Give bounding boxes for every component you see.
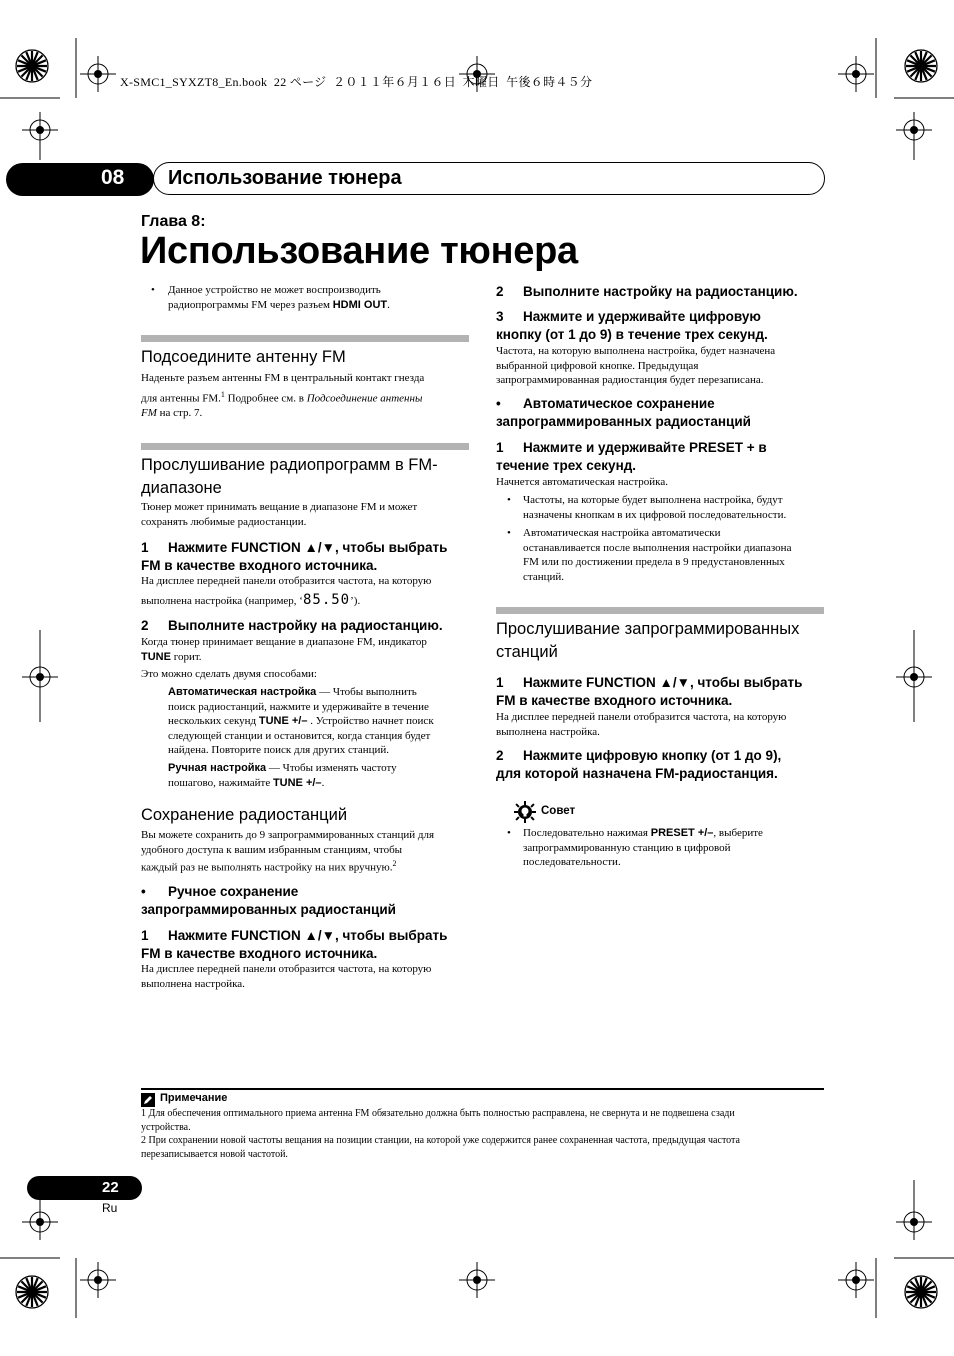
intro-bullet — [151, 283, 471, 312]
text-line: FM на стр. 7. — [141, 406, 203, 419]
notes-text — [141, 1107, 831, 1161]
section-divider — [141, 335, 469, 342]
step-1-description — [141, 574, 471, 608]
text-line: нескольких секунд TUNE +/– . Устройство начнет поиск — [168, 715, 434, 727]
pencil-icon — [141, 1093, 155, 1107]
section-text-antenna — [141, 371, 471, 420]
text-line: поиск радиостанций, нажмите и удерживайте в течение — [168, 700, 429, 713]
bullet-dot: • — [151, 284, 155, 296]
text-line: запрограммированную станцию в цифровой — [523, 841, 731, 854]
text-line: станций. — [523, 570, 565, 583]
text-line: каждый раз не выполнять настройку на них вручную.$^2$ — [141, 859, 397, 874]
text-line: На дисплее передней панели отобразится частота, на которую — [141, 963, 432, 975]
text-line: Наденьте разъем антенны FM в центральный контакт гнезда — [141, 372, 425, 384]
text-line: Автоматическая настройка автоматически — [523, 527, 721, 539]
text-line: Ручная настройка — Чтобы изменять частоту — [168, 762, 397, 774]
section-heading-presets — [496, 618, 799, 664]
save-step-1-description — [141, 962, 471, 991]
auto-step-1-preset: 1 Нажмите и удерживайте PRESET + в течение трех секунд. — [496, 440, 767, 473]
text-line: Частота, на которую выполнена настройка, будет назначена — [496, 345, 776, 357]
text-line: для антенны FM.$^1$ Подробнее см. в Подсоединение антенны — [141, 389, 423, 405]
text-line: Когда тюнер принимает вещание в диапазоне FM, индикатор — [141, 636, 427, 648]
note-line: перезаписывается новой частотой. — [141, 1148, 288, 1160]
page-number: 22 — [102, 1179, 119, 1196]
section-text-fm — [141, 500, 471, 529]
text-line: Частоты, на которые будет выполнена настройка, будут — [523, 494, 783, 506]
section-divider — [496, 607, 824, 614]
header-title: Использование тюнера — [168, 167, 402, 189]
auto-bullet-stop — [507, 526, 827, 584]
text-line: выполнена настройка. — [496, 725, 600, 738]
text-line: На дисплее передней панели отобразится частота, на которую — [496, 711, 787, 723]
auto-bullet-order — [507, 493, 827, 522]
notes-label: Примечание — [160, 1092, 228, 1104]
preset-step-1-function: 1 Нажмите FUNCTION ▲/▼, чтобы выбрать FM в качестве входного источника. — [496, 675, 803, 708]
text-line: назначены кнопкам в их цифровой последовательности. — [523, 508, 787, 521]
text-line: запрограммированная радиостанция будет перезаписана. — [496, 374, 764, 386]
text-line: Данное устройство не может воспроизводить — [168, 284, 381, 296]
hdmi-out-label: HDMI OUT — [332, 298, 388, 311]
text-line: Тюнер может принимать вещание в диапазоне FM и может — [141, 501, 418, 513]
note-line: 1 Для обеспечения оптимального приема антенна FM обязательно должна быть полностью расправлена, не свернута и не подвешена сзади — [141, 1108, 735, 1119]
save-step-1-function: 1 Нажмите FUNCTION ▲/▼, чтобы выбрать FM в качестве входного источника. — [141, 928, 448, 961]
step-2-tune: 2 Выполните настройку на радиостанцию. — [141, 618, 443, 633]
step-1-function: 1 Нажмите FUNCTION ▲/▼, чтобы выбрать FM в качестве входного источника. — [141, 540, 448, 573]
lightbulb-icon — [514, 801, 536, 823]
text-line: сохранять любимые радиостанции. — [141, 515, 307, 528]
notes-divider — [141, 1088, 824, 1090]
bullet-dot: • — [507, 527, 511, 539]
text-line: останавливается после выполнения настройки диапазона — [523, 541, 792, 554]
text-line: следующей станции и остановится, когда станция будет — [168, 729, 431, 742]
text-line: найдена. Повторите поиск для других станций. — [168, 744, 390, 756]
tip-text — [507, 826, 827, 870]
section-heading-antenna: Подсоедините антенну FM — [141, 348, 346, 366]
display-frequency: 85.50 — [302, 591, 351, 608]
preset-step-1-description — [496, 710, 826, 739]
text-line: Автоматическая настройка — Чтобы выполнить — [168, 686, 417, 698]
heading-line: Прослушивание радиопрограмм в FM- — [141, 456, 438, 474]
page-title: Использование тюнера — [140, 230, 578, 272]
text-line: выполнена настройка (например, ‘85.50’). — [141, 591, 361, 608]
auto-save-heading: • Автоматическое сохранение запрограммированных радиостанций — [496, 396, 751, 429]
text-line: Это можно сделать двумя способами: — [141, 668, 317, 680]
text-line: радиопрограммы FM через разъем HDMI OUT. — [168, 298, 390, 311]
text-line: выбранной цифровой кнопке. Предыдущая — [496, 359, 699, 372]
right-step-3-description — [496, 344, 826, 388]
text-line: Последовательно нажимая PRESET +/–, выберите — [523, 827, 763, 839]
bullet-dot: • — [507, 494, 511, 506]
section-text-save — [141, 828, 471, 875]
tune-indicator-label: TUNE — [141, 650, 171, 663]
text-line: Начнется автоматическая настройка. — [496, 476, 668, 488]
bullet-dot: • — [507, 827, 511, 839]
manual-tuning-method — [168, 761, 473, 790]
tip-label: Совет — [541, 805, 576, 817]
chapter-number: 08 — [101, 166, 125, 189]
heading-line: станций — [496, 643, 558, 661]
auto-step-1-description — [496, 475, 826, 490]
text-line: На дисплее передней панели отобразится частота, на которую — [141, 575, 432, 587]
section-heading-fm — [141, 454, 438, 500]
note-line: 2 При сохранении новой частоты вещания на позиции станции, на которой уже содержится ранее сохраненная частота, предыдущая частота — [141, 1135, 740, 1146]
right-step-2-tune: 2 Выполните настройку на радиостанцию. — [496, 284, 798, 299]
text-line: удобного доступа к вашим избранным станциям, чтобы — [141, 843, 403, 856]
chapter-label: Глава 8: — [141, 213, 206, 230]
text-line: Вы можете сохранить до 9 запрограммированных станций для — [141, 829, 435, 841]
heading-line: диапазоне — [141, 479, 222, 497]
note-line: устройства. — [141, 1121, 191, 1133]
preset-step-2-number: 2 Нажмите цифровую кнопку (от 1 до 9), для которой назначена FM-радиостанция. — [496, 748, 782, 781]
print-file-header: X-SMC1_SYXZT8_En.book 22 ページ ２０１１年６月１６日 木曜日 午後６時４５分 — [120, 75, 593, 89]
section-divider — [141, 443, 469, 450]
step-2-description — [141, 635, 471, 682]
auto-tuning-method — [168, 685, 473, 758]
text-line: FM или по достижении предела в 9 предустановленных — [523, 556, 785, 568]
text-line: пошагово, нажимайте TUNE +/–. — [168, 776, 325, 789]
manual-save-heading: • Ручное сохранение запрограммированных радиостанций — [141, 884, 396, 917]
language-code: Ru — [102, 1201, 118, 1215]
text-line: выполнена настройка. — [141, 977, 245, 990]
text-line: TUNE горит. — [141, 650, 202, 663]
heading-line: Прослушивание запрограммированных — [496, 620, 800, 638]
page-number-tab — [27, 1176, 142, 1200]
text-line: последовательности. — [523, 856, 621, 868]
chapter-number-tab — [6, 163, 154, 196]
right-step-3-hold: 3 Нажмите и удерживайте цифровую кнопку (от 1 до 9) в течение трех секунд. — [496, 309, 768, 342]
section-heading-save: Сохранение радиостанций — [141, 806, 348, 824]
